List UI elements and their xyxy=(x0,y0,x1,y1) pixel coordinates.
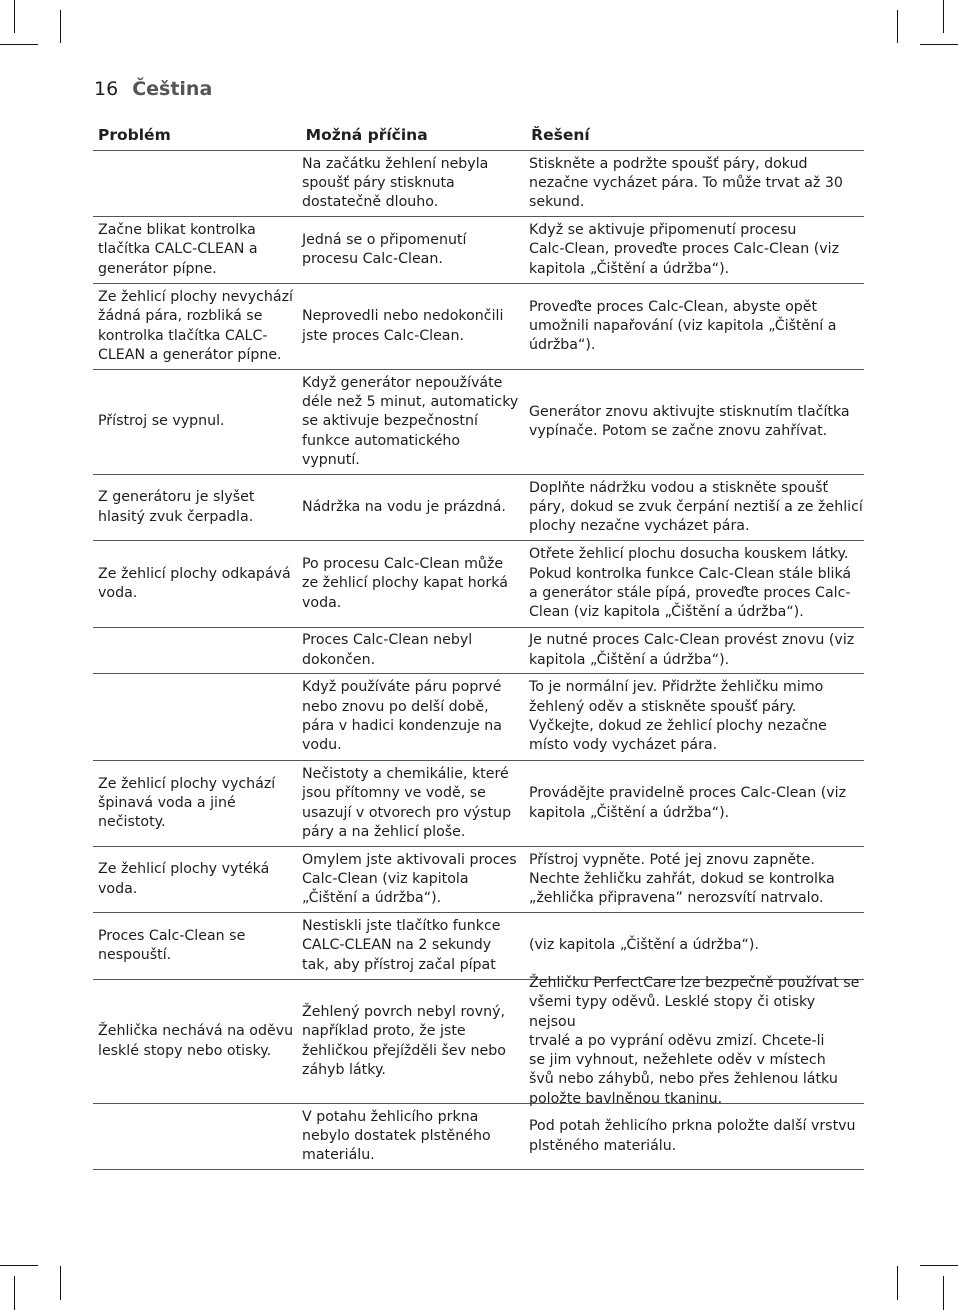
solution-cell: Stiskněte a podržte spoušť páry, dokud nezačne vycházet pára. To může trvat až 30 sekund. xyxy=(529,155,843,211)
cause-cell: Omylem jste aktivovali proces Calc-Clean (viz kapitola „Čištění a údržba“). xyxy=(302,851,517,907)
table-row xyxy=(93,1104,864,1170)
page-header xyxy=(94,78,212,106)
solution-cell: Otřete žehlicí plochu dosucha kouskem látky. Pokud kontrolka funkce Calc-Clean stále bliká a generátor stále pípá, proveďte proces Calc- Clean (viz kapitola „Čištění a údržba“). xyxy=(529,546,852,621)
table-row xyxy=(93,913,864,980)
crop-mark xyxy=(943,0,944,33)
crop-mark xyxy=(14,0,15,33)
solution-cell: (viz kapitola „Čištění a údržba“). xyxy=(529,937,759,954)
table-header xyxy=(93,120,864,151)
header-solution: Řešení xyxy=(531,126,590,144)
table-row xyxy=(93,628,864,674)
problem-cell: Začne blikat kontrolka tlačítka CALC-CLEAN a generátor pípne. xyxy=(98,222,258,277)
solution-cell: Provádějte pravidelně proces Calc-Clean (viz kapitola „Čištění a údržba“). xyxy=(529,785,847,821)
crop-mark xyxy=(920,44,958,45)
cause-cell: Žehlený povrch nebyl rovný, například proto, že jste žehličkou přejížděli šev nebo záhyb látky. xyxy=(302,1003,506,1078)
problem-cell xyxy=(93,628,302,673)
table-row xyxy=(93,761,864,847)
problem-cell: Žehlička nechává na oděvu lesklé stopy nebo otisky. xyxy=(98,1023,294,1059)
cause-cell: Když generátor nepoužíváte déle než 5 minut, automaticky se aktivuje bezpečnostní funkce automatického vypnutí. xyxy=(302,374,519,468)
problem-cell: Ze žehlicí plochy nevychází žádná pára, rozbliká se kontrolka tlačítka CALC- CLEAN a generátor pípne. xyxy=(98,288,293,363)
problem-cell: Ze žehlicí plochy vytéká voda. xyxy=(98,861,270,897)
cause-cell: V potahu žehlicího prkna nebylo dostatek plstěného materiálu. xyxy=(302,1108,491,1164)
table-row xyxy=(93,217,864,284)
crop-mark xyxy=(943,1276,944,1310)
problem-cell: Přístroj se vypnul. xyxy=(98,413,225,430)
table-row xyxy=(93,151,864,217)
problem-cell xyxy=(93,1104,302,1169)
solution-cell: Když se aktivuje připomenutí procesu Calc-Clean, proveďte proces Calc-Clean (viz kapitola „Čištění a údržba“). xyxy=(529,222,840,277)
solution-cell: Žehličku PerfectCare lze bezpečně používat se všemi typy oděvů. Lesklé stopy či otisky nejsou trvalé a po vyprání oděvu zmizí. Chcete-li se jim vyhnout, nežehlete oděv v místech švů nebo záhybů, nebo přes žehlenou látku položte bavlněnou tkaninu. xyxy=(529,974,860,1107)
troubleshooting-table xyxy=(93,120,864,1170)
crop-mark xyxy=(920,1265,958,1266)
crop-mark xyxy=(14,1276,15,1310)
problem-cell xyxy=(93,151,302,216)
header-cause: Možná příčina xyxy=(305,126,428,144)
table-row xyxy=(93,475,864,541)
solution-cell: Proveďte proces Calc-Clean, abyste opět umožnili napařování (viz kapitola „Čištění a údržba“). xyxy=(529,298,837,354)
problem-cell: Proces Calc-Clean se nespouští. xyxy=(98,927,246,963)
solution-cell: Doplňte nádržku vodou a stiskněte spoušť páry, dokud se zvuk čerpání neztiší a ze žehlicí plochy nezačne vycházet pára. xyxy=(529,479,863,535)
problem-cell: Ze žehlicí plochy vychází špinavá voda a jiné nečistoty. xyxy=(98,775,276,831)
cause-cell: Nečistoty a chemikálie, které jsou přítomny ve vodě, se usazují v otvorech pro výstup páry a na žehlicí ploše. xyxy=(302,765,512,840)
solution-cell: Přístroj vypněte. Poté jej znovu zapněte. Nechte žehličku zahřát, dokud se kontrolka „žehlička připravena” nerozsvítí natrvalo. xyxy=(529,851,835,907)
cause-cell: Proces Calc-Clean nebyl dokončen. xyxy=(302,632,473,668)
solution-cell: To je normální jev. Přidržte žehličku mimo žehlený oděv a stiskněte spoušť páry. Vyčkejte, dokud ze žehlicí plochy nezačne místo vody vycházet pára. xyxy=(529,679,827,754)
problem-cell: Z generátoru je slyšet hlasitý zvuk čerpadla. xyxy=(98,489,255,525)
crop-mark xyxy=(897,10,898,43)
crop-mark xyxy=(0,44,38,45)
table-row xyxy=(93,370,864,475)
cause-cell: Jedná se o připomenutí procesu Calc-Clean. xyxy=(302,231,467,267)
table-row xyxy=(93,974,864,1107)
cause-cell: Na začátku žehlení nebyla spoušť páry stisknuta dostatečně dlouho. xyxy=(302,155,489,211)
table-row xyxy=(93,674,864,761)
table-row xyxy=(93,541,864,628)
solution-cell: Je nutné proces Calc-Clean provést znovu (viz kapitola „Čištění a údržba“). xyxy=(529,632,855,668)
solution-cell: Pod potah žehlicího prkna položte další vrstvu plstěného materiálu. xyxy=(529,1118,856,1154)
table-row xyxy=(93,284,864,370)
cause-cell: Nestiskli jste tlačítko funkce CALC-CLEAN na 2 sekundy tak, aby přístroj začal pípat xyxy=(302,918,501,973)
crop-mark xyxy=(0,1265,38,1266)
table-row xyxy=(93,847,864,913)
cause-cell: Po procesu Calc-Clean může ze žehlicí plochy kapat horká voda. xyxy=(302,556,508,611)
crop-mark xyxy=(60,1266,61,1300)
crop-mark xyxy=(60,10,61,43)
problem-cell: Ze žehlicí plochy odkapává voda. xyxy=(98,565,291,601)
problem-cell xyxy=(93,674,302,760)
solution-cell: Generátor znovu aktivujte stisknutím tlačítka vypínače. Potom se začne znovu zahřívat. xyxy=(529,403,850,439)
page-number: 16 xyxy=(94,78,119,100)
crop-mark xyxy=(897,1266,898,1300)
page-language-title: Čeština xyxy=(132,78,213,100)
cause-cell: Nádržka na vodu je prázdná. xyxy=(302,498,506,515)
header-problem: Problém xyxy=(98,126,171,144)
cause-cell: Neprovedli nebo nedokončili jste proces Calc-Clean. xyxy=(302,308,504,344)
cause-cell: Když používáte páru poprvé nebo znovu po delší době, pára v hadici kondenzuje na vodu. xyxy=(302,679,502,754)
